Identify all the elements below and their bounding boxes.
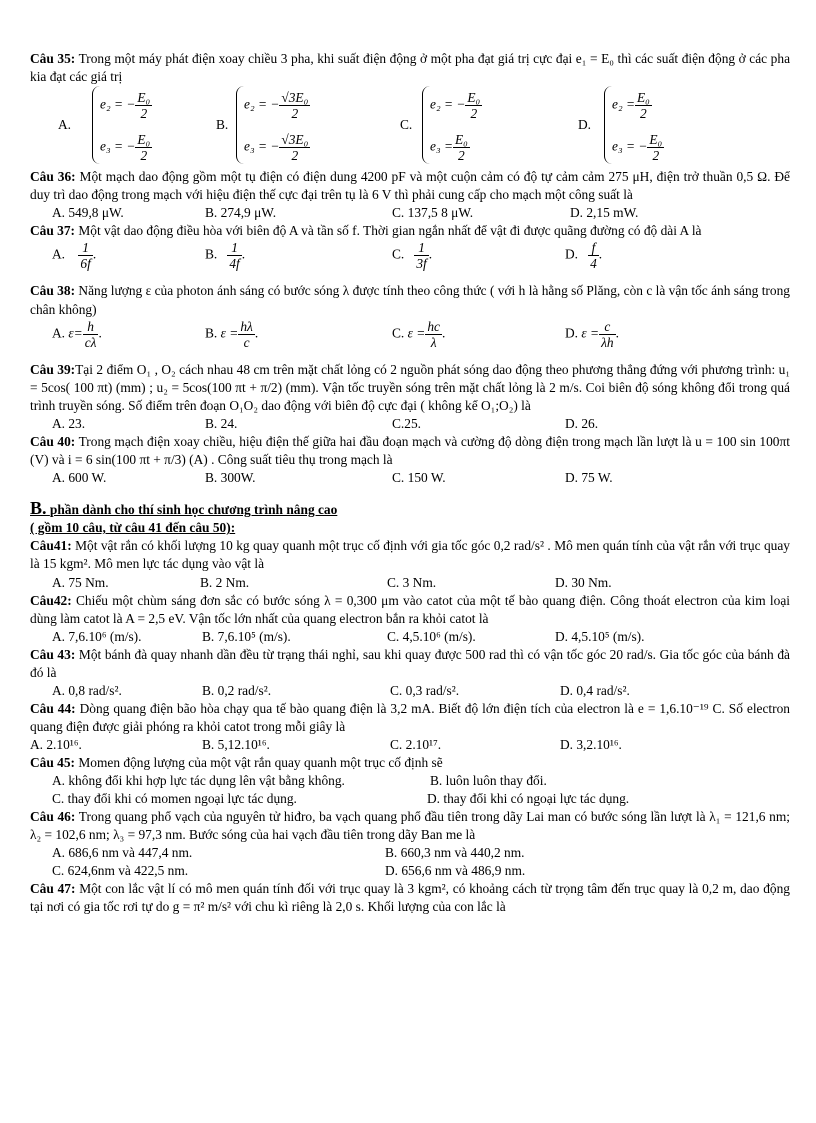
question-label: Câu 39: [30, 361, 76, 377]
question-label: Câu41: [30, 538, 72, 554]
question-label: Câu 44: [30, 700, 76, 716]
question-43 [30, 646, 790, 682]
option-a: A. không đổi khi hợp lực tác dụng lên vật bằng không. [52, 773, 345, 789]
question-44 [30, 700, 790, 736]
option-c: C. $\frac{1}{3f}$ . [392, 240, 433, 272]
option-c: C. ε = $\frac{hc}{\lambda}$ . [392, 318, 446, 350]
q35-options [30, 86, 790, 168]
option-d: D. 656,6 nm và 486,9 nm. [385, 863, 526, 879]
option-c: C. 150 W. [392, 470, 446, 486]
question-42 [30, 592, 790, 628]
question-label: Câu 35: [30, 51, 76, 66]
q46-options-row1 [30, 844, 790, 862]
equation: e₂ = $\frac{\text{E₀}}{2}$ [612, 90, 650, 122]
option-b: B. $\frac{1}{4f}$ . [205, 240, 246, 272]
question-label: Câu 47: [30, 881, 76, 897]
question-text: Chiếu một chùm sáng đơn sắc có bước sóng λ = 0,300 μm vào catot của một tế bào quang điện. Công thoát electron của kim loại dùng làm catot là A = 2,5 eV. Vận tốc lớn nhất của quang electron bắn ra khỏi catot là [30, 592, 791, 626]
question-label: Câu 45: [30, 755, 76, 771]
option-a: A. 686,6 nm và 447,4 nm. [52, 845, 193, 861]
option-d: D. 2,15 mW. [570, 205, 639, 221]
equation: e₂ = − $\frac{\text{E₀}}{2}$ [100, 90, 151, 122]
question-text: Năng lượng ε của photon ánh sáng có bước sóng λ được tính theo công thức ( với h là hằng số Plăng, còn c là vận tốc ánh sáng trong chân không) [30, 283, 790, 317]
option-a: A. 2.10¹⁶. [30, 737, 82, 753]
question-40 [30, 433, 790, 469]
option-b: B. 24. [205, 415, 238, 431]
option-c: C. 0,3 rad/s². [390, 682, 460, 698]
question-35 [30, 50, 790, 86]
q37-options [30, 240, 790, 282]
question-text: Một vật dao động điều hòa với biên độ A và tần số f. Thời gian ngắn nhất để vật đi được quãng đường có độ dài A là [78, 223, 702, 239]
question-36 [30, 168, 790, 204]
q45-options-row1 [30, 772, 790, 790]
q46-options-row2 [30, 862, 790, 880]
option-c: C.25. [392, 415, 422, 431]
option-c: C. thay đổi khi có momen ngoại lực tác dụng. [52, 791, 297, 807]
question-label: Câu42: [30, 592, 72, 608]
option-d: D. 30 Nm. [555, 574, 612, 590]
section-subtitle: ( gồm 10 câu, từ câu 41 đến câu 50): [30, 520, 236, 536]
question-41 [30, 537, 790, 573]
question-text: Một mạch dao động gồm một tụ điện có điện dung 4200 pF và một cuộn cảm có độ tự cảm cảm 275 μH, điện trở thuần 0,5 Ω. Để duy trì dao động trong mạch với hiệu điện thế cực đại trên tụ là 6 V thì phải cung cấp cho mạch một công suất là [30, 169, 790, 203]
question-label: Câu 37: [30, 223, 76, 239]
equation: e₂ = − $\frac{\text{E₀}}{2}$ [430, 90, 481, 122]
option-d: D. 3,2.10¹⁶. [560, 737, 622, 753]
option-letter: B. [216, 117, 229, 133]
option-letter: C. [400, 117, 413, 133]
question-label: Câu 46: [30, 809, 76, 825]
option-c: C. 3 Nm. [387, 574, 437, 590]
option-c: C. 2.10¹⁷. [390, 737, 442, 753]
question-text: Một vật rắn có khối lượng 10 kg quay quanh một trục cố định với gia tốc góc 0,2 rad/s² . Mô men quán tính của vật rắn với trục quay là 15 kgm². Mô men lực tác dụng vào vật là [30, 538, 790, 572]
q41-options [30, 574, 790, 592]
equation: e₃ = − $\frac{\text{E₀}}{2}$ [100, 132, 151, 164]
question-47 [30, 880, 790, 916]
option-b: B. 274,9 μW. [205, 205, 277, 221]
option-b: B. 5,12.10¹⁶. [202, 737, 270, 753]
option-b: B. luôn luôn thay đổi. [430, 773, 547, 789]
section-heading [30, 499, 790, 519]
option-b: B. 660,3 nm và 440,2 nm. [385, 845, 525, 861]
option-b: B. ε = $\frac{h\lambda}{c}$ . [205, 318, 259, 350]
equation: e₃ = − $\frac{\text{E₀}}{2}$ [612, 132, 663, 164]
option-d: D. 0,4 rad/s². [560, 682, 630, 698]
equation: e₃ = − $\frac{\text{√3E₀}}{2}$ [244, 132, 309, 164]
question-39 [30, 361, 790, 415]
q42-options [30, 628, 790, 646]
equation: e₃ = $\frac{\text{E₀}}{2}$ [430, 132, 468, 164]
exam-page [30, 50, 790, 917]
q38-options [30, 319, 790, 361]
question-label: Câu 43: [30, 646, 76, 662]
question-text: Momen động lượng của một vật rắn quay quanh một trục cố định sẽ [78, 755, 443, 771]
question-text: Trong mạch điện xoay chiều, hiệu điện thế giữa hai đầu đoạn mạch và cường độ dòng điện trong mạch lần lượt là u = 100 sin 100πt (V) và i = 6 sin(100 πt + π/3) (A) . Công suất tiêu thụ trong mạch là [30, 433, 790, 468]
section-letter: B. [30, 498, 47, 519]
q43-options [30, 682, 790, 700]
option-a: A. ε= $\frac{h}{c\lambda}$ . [52, 318, 102, 350]
option-a: A. 600 W. [52, 470, 107, 486]
question-label: Câu 40: [30, 433, 76, 449]
question-label: Câu 36: [30, 169, 76, 185]
equation: e₂ = − $\frac{\text{√3E₀}}{2}$ [244, 90, 309, 122]
option-c: C. 137,5 8 μW. [392, 205, 474, 221]
option-b: B. 0,2 rad/s². [202, 682, 272, 698]
option-b: B. 300W. [205, 470, 256, 486]
option-b: B. 7,6.10⁵ (m/s). [202, 628, 291, 644]
option-a: A. 549,8 μW. [52, 205, 124, 221]
option-d: D. 75 W. [565, 470, 613, 486]
q40-options [30, 469, 790, 487]
question-text: Dòng quang điện bão hòa chạy qua tế bào quang điện là 3,2 mA. Biết độ lớn điện tích của electron là e = 1,6.10⁻¹⁹ C. Số electron quang điện được giải phóng ra khỏi catot trong mỗi giây là [30, 700, 790, 734]
question-text: Trong một máy phát điện xoay chiều 3 pha, khi suất điện động ở một pha đạt giá trị cực đại e₁ = E₀ thì các suất điện động ở các pha kia đạt các giá trị [30, 51, 791, 85]
question-text: Tại 2 điểm O₁ , O₂ cách nhau 48 cm trên mặt chất lỏng có 2 nguồn phát sóng dao động theo phương thẳng đứng với phương trình: u₁ = 5cos( 100 πt) (mm) ; u₂ = 5cos(100 πt + π/2) (mm). Vận tốc truyền sóng trên mặt chất lỏng là 2 m/s. Coi biên độ sóng không đổi trong quá trình truyền sóng. Số điểm trên đoạn O₁O₂ dao động với biên độ cực đại ( không kể O₁;O₂) là [30, 361, 791, 413]
option-d: D. $\frac{f}{4}$ . [565, 240, 603, 272]
question-label: Câu 38: [30, 283, 76, 299]
question-text: Trong quang phổ vạch của nguyên tử hiđro, ba vạch quang phổ đầu tiên trong dãy Lai man có bước sóng lần lượt là λ₁ = 121,6 nm; λ₂ = 102,6 nm; λ₃ = 97,3 nm. Bước sóng của hai vạch đầu tiên trong dãy Ban me là [30, 809, 790, 843]
q44-options [30, 736, 790, 754]
option-letter: A. [58, 117, 72, 133]
option-c: C. 4,5.10⁶ (m/s). [387, 628, 476, 644]
section-title: phần dành cho thí sinh học chương trình nâng cao [49, 502, 338, 518]
q36-options [30, 204, 790, 222]
q45-options-row2 [30, 790, 790, 808]
option-b: B. 2 Nm. [200, 574, 250, 590]
option-a: A. $\frac{1}{6f}$ . [52, 240, 97, 272]
question-text: Một bánh đà quay nhanh dần đều từ trạng thái nghỉ, sau khi quay được 500 rad thì có vận tốc góc 20 rad/s. Gia tốc góc của bánh đà đó là [30, 646, 791, 680]
option-d: D. 4,5.10⁵ (m/s). [555, 628, 645, 644]
question-46 [30, 808, 790, 844]
q39-options [30, 415, 790, 433]
question-37 [30, 222, 790, 240]
option-letter: D. [578, 117, 592, 133]
option-d: D. 26. [565, 415, 599, 431]
option-d: D. thay đổi khi có ngoại lực tác dụng. [427, 791, 630, 807]
option-a: A. 7,6.10⁶ (m/s). [52, 628, 142, 644]
option-d: D. ε = $\frac{c}{\lambda h}$ . [565, 318, 619, 350]
option-c: C. 624,6nm và 422,5 nm. [52, 863, 189, 879]
question-45 [30, 754, 790, 772]
option-a: A. 23. [52, 415, 86, 431]
question-text: Một con lắc vật lí có mô men quán tính đối với trục quay là 3 kgm², có khoảng cách từ trọng tâm đến trục quay là 0,2 m, dao động tại nơi có gia tốc rơi tự do g = π² m/s² với chu kì riêng là 2,0 s. Khối lượng của con lắc là [30, 881, 790, 915]
option-a: A. 0,8 rad/s². [52, 682, 122, 698]
question-38 [30, 282, 790, 318]
option-a: A. 75 Nm. [52, 574, 109, 590]
